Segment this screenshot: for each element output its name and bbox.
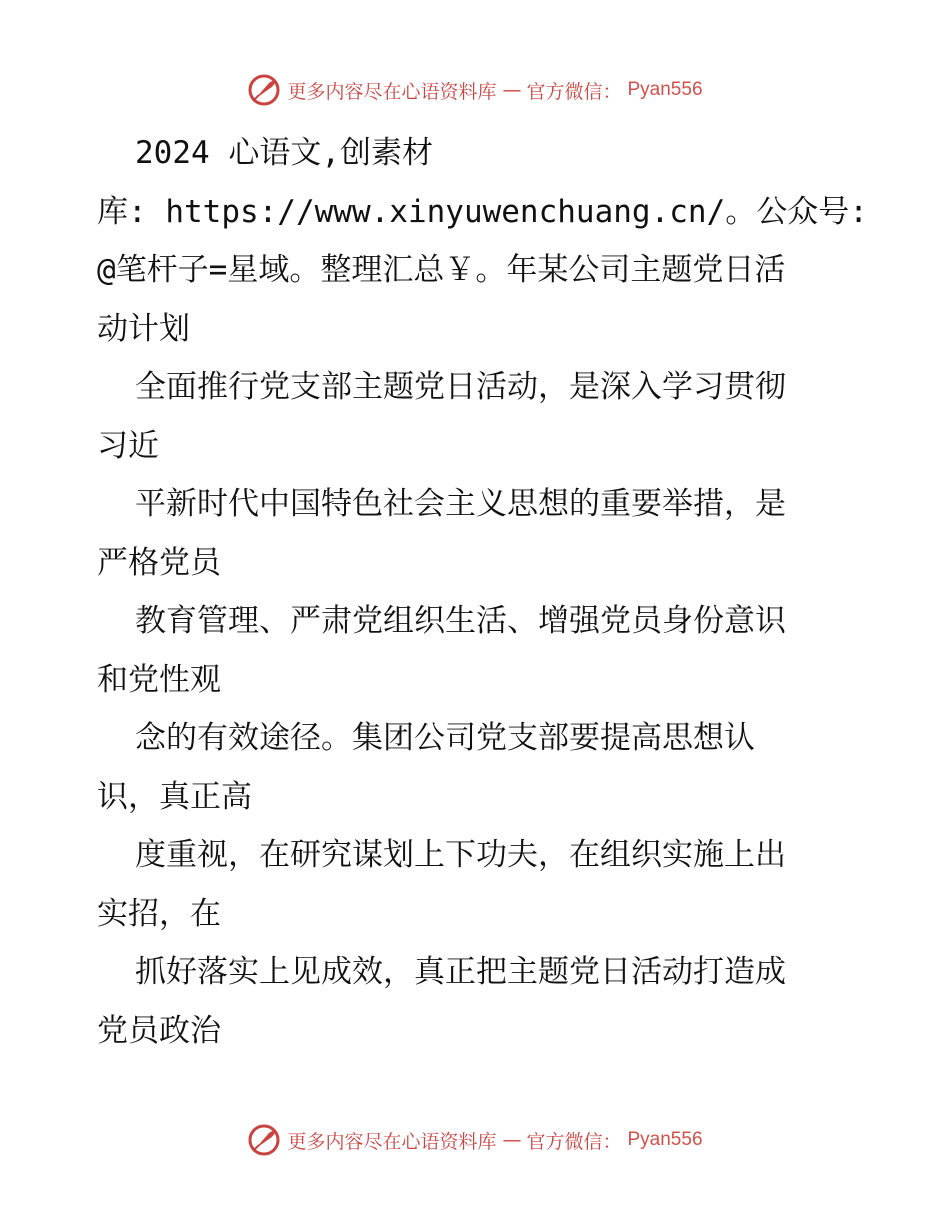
text-line: 度重视，在研究谋划上下功夫，在组织实施上出 [135,837,786,873]
text-line: 动计划 [97,310,190,347]
watermark-wechat-id: Pyan556 [627,1129,703,1150]
text-line: 和党性观 [97,661,221,698]
footer-watermark [0,1120,950,1160]
text-line: 教育管理、严肃党组织生活、增强党员身份意识 [135,603,786,639]
watermark-separator: — [502,79,521,101]
watermark-wechat-id: Pyan556 [627,79,703,100]
text-line: 识，真正高 [97,778,252,815]
watermark-text: 更多内容尽在心语资料库 [287,1130,497,1153]
text-line: 严格党员 [97,544,221,581]
document-body [97,124,868,1060]
text-line: 2024 心语文,创素材 [135,135,433,171]
text-line: 抓好落实上见成效，真正把主题党日活动打造成 [135,954,786,990]
text-line: 念的有效途径。集团公司党支部要提高思想认 [135,720,755,756]
quill-logo-icon [247,73,281,107]
text-line: 党员政治 [97,1012,221,1049]
text-line: 全面推行党支部主题党日活动，是深入学习贯彻 [135,369,786,405]
quill-logo-icon [247,1123,281,1157]
text-line: @笔杆子=星域。整理汇总￥。年某公司主题党日活 [97,252,786,288]
text-line: 库: https://www.xinyuwenchuang.cn/。公众号: [97,193,868,230]
text-line: 实招，在 [97,895,221,932]
watermark-wechat-label: 官方微信： [526,1130,622,1153]
watermark-text: 更多内容尽在心语资料库 [287,80,497,103]
watermark-wechat-label: 官方微信： [526,80,622,103]
watermark-separator: — [502,1129,521,1151]
text-line: 平新时代中国特色社会主义思想的重要举措，是 [135,486,786,522]
text-line: 习近 [97,427,159,464]
header-watermark [0,70,950,110]
